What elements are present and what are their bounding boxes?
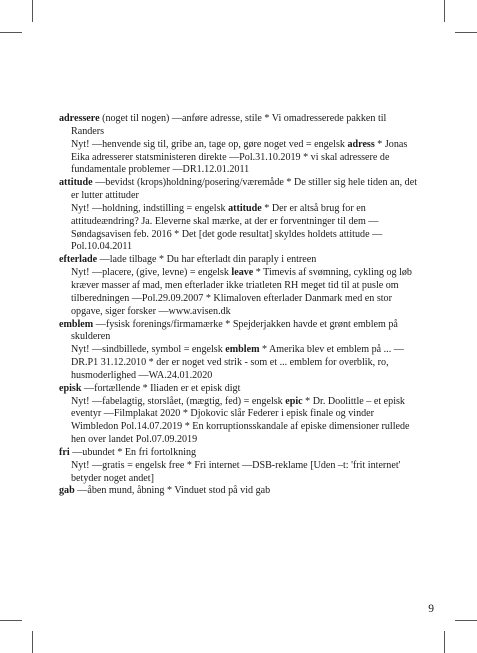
entry-text: * Dr. Doolittle – et episk eventyr —Filmplakat 2020 * Djokovic slår Federer i episk finale og vinder Wimbledon Pol.14.07.2019 * En korruptionsskandale af episke dimensioner rullede hen over landet Pol.07.09.2019	[71, 395, 410, 446]
english-term: epic	[285, 395, 303, 407]
crop-mark-top-right	[455, 32, 477, 33]
headword: episk	[59, 382, 82, 394]
entry-text: * Der er altså brug for en attitudeændring? Ja. Eleverne skal mærke, at der er forventninger til dem — Søndagsavisen feb. 2016 * Det [det gode resultat] skyldes holdets attitude — Pol.10.04.2011	[71, 202, 383, 253]
entry-new-usage	[59, 344, 421, 383]
entry-definition	[59, 485, 421, 498]
entry-text: —fysisk forenings/firmamærke * Spejderjakken havde et grønt emblem på skulderen	[71, 318, 398, 343]
crop-mark-bottom-left-vertical	[32, 631, 33, 653]
entry-text: Nyt! —placere, (give, levne) = engelsk	[71, 267, 232, 279]
headword: adressere	[59, 113, 100, 124]
dictionary-entry	[59, 113, 421, 177]
crop-mark-top-left	[0, 32, 22, 33]
entry-definition	[59, 113, 421, 139]
entry-text: Nyt! —sindbillede, symbol = engelsk	[71, 344, 226, 356]
entry-definition	[59, 254, 421, 267]
headword: gab	[59, 485, 75, 497]
crop-mark-bottom-left	[0, 620, 22, 621]
headword: attitude	[59, 177, 93, 189]
entry-definition	[59, 447, 421, 460]
entry-new-usage	[59, 203, 421, 254]
entry-text: —lade tilbage * Du har efterladt din paraply i entreen	[99, 254, 317, 266]
entry-text: Nyt! —henvende sig til, gribe an, tage op, gøre noget ved = engelsk	[71, 138, 348, 150]
english-term: adress	[347, 138, 375, 150]
entry-text: Nyt! —holdning, indstilling = engelsk	[71, 202, 229, 214]
entry-text: —fortællende * Iliaden er et episk digt	[83, 382, 241, 394]
entry-new-usage	[59, 460, 421, 486]
entry-text: Nyt! —fabelagtig, storslået, (mægtig, fed) = engelsk	[71, 395, 286, 407]
entry-text: * Amerika blev et emblem på ... —DR.P1 31.12.2010 * der er noget ved strik - som et ... emblem for overblik, ro, husmoderlighed —WA.24.01.2020	[71, 344, 404, 381]
dictionary-entry	[59, 254, 421, 318]
entry-text: —bevidst (krops)holdning/posering/væremåde * De stiller sig hele tiden an, det er lutter attituder	[71, 177, 417, 202]
english-term: attitude	[228, 202, 262, 214]
dictionary-entry	[59, 383, 421, 447]
english-term: emblem	[225, 344, 260, 356]
entry-definition	[59, 319, 421, 345]
dictionary-entry	[59, 319, 421, 383]
entry-text: —ubundet * En fri fortolkning	[72, 446, 197, 458]
crop-mark-top-right-vertical	[444, 0, 445, 22]
entry-text: * Timevis af svømning, cykling og løb kræver masser af mad, men efterlader ikke triatleten RH meget tid til at pusle om tilberedningen —Pol.29.09.2007 * Klimaloven efterlader Danmark med en stor opgave, siger forsker —www.avisen.dk	[71, 267, 412, 317]
entry-new-usage	[59, 396, 421, 447]
entry-definition	[59, 177, 421, 203]
crop-mark-top-left-vertical	[32, 0, 33, 22]
headword: fri	[59, 446, 70, 458]
entry-text: Nyt! —gratis = engelsk free * Fri internet —DSB-reklame [Uden –t: 'frit internet' betyder noget andet]	[71, 459, 401, 484]
dictionary-entries	[59, 113, 421, 498]
crop-mark-bottom-right-vertical	[444, 631, 445, 653]
page-number: 9	[428, 603, 434, 615]
headword: efterlade	[59, 254, 98, 266]
dictionary-entry	[59, 177, 421, 254]
entry-new-usage	[59, 139, 421, 178]
headword: emblem	[59, 318, 94, 330]
dictionary-entry	[59, 447, 421, 486]
dictionary-entry	[59, 485, 421, 498]
entry-text: (noget til nogen) —anføre adresse, stile * Vi omadresserede pakken til Randers	[71, 113, 387, 137]
entry-new-usage	[59, 267, 421, 318]
crop-mark-bottom-right	[455, 620, 477, 621]
entry-text: * Jonas Eika adresserer statsministeren direkte —Pol.31.10.2019 * vi skal adressere de fundamentale problemer —DR1.12.01.2011	[71, 138, 408, 176]
english-term: leave	[231, 267, 254, 279]
entry-definition	[59, 383, 421, 396]
entry-text: —åben mund, åbning * Vinduet stod på vid gab	[77, 485, 271, 497]
